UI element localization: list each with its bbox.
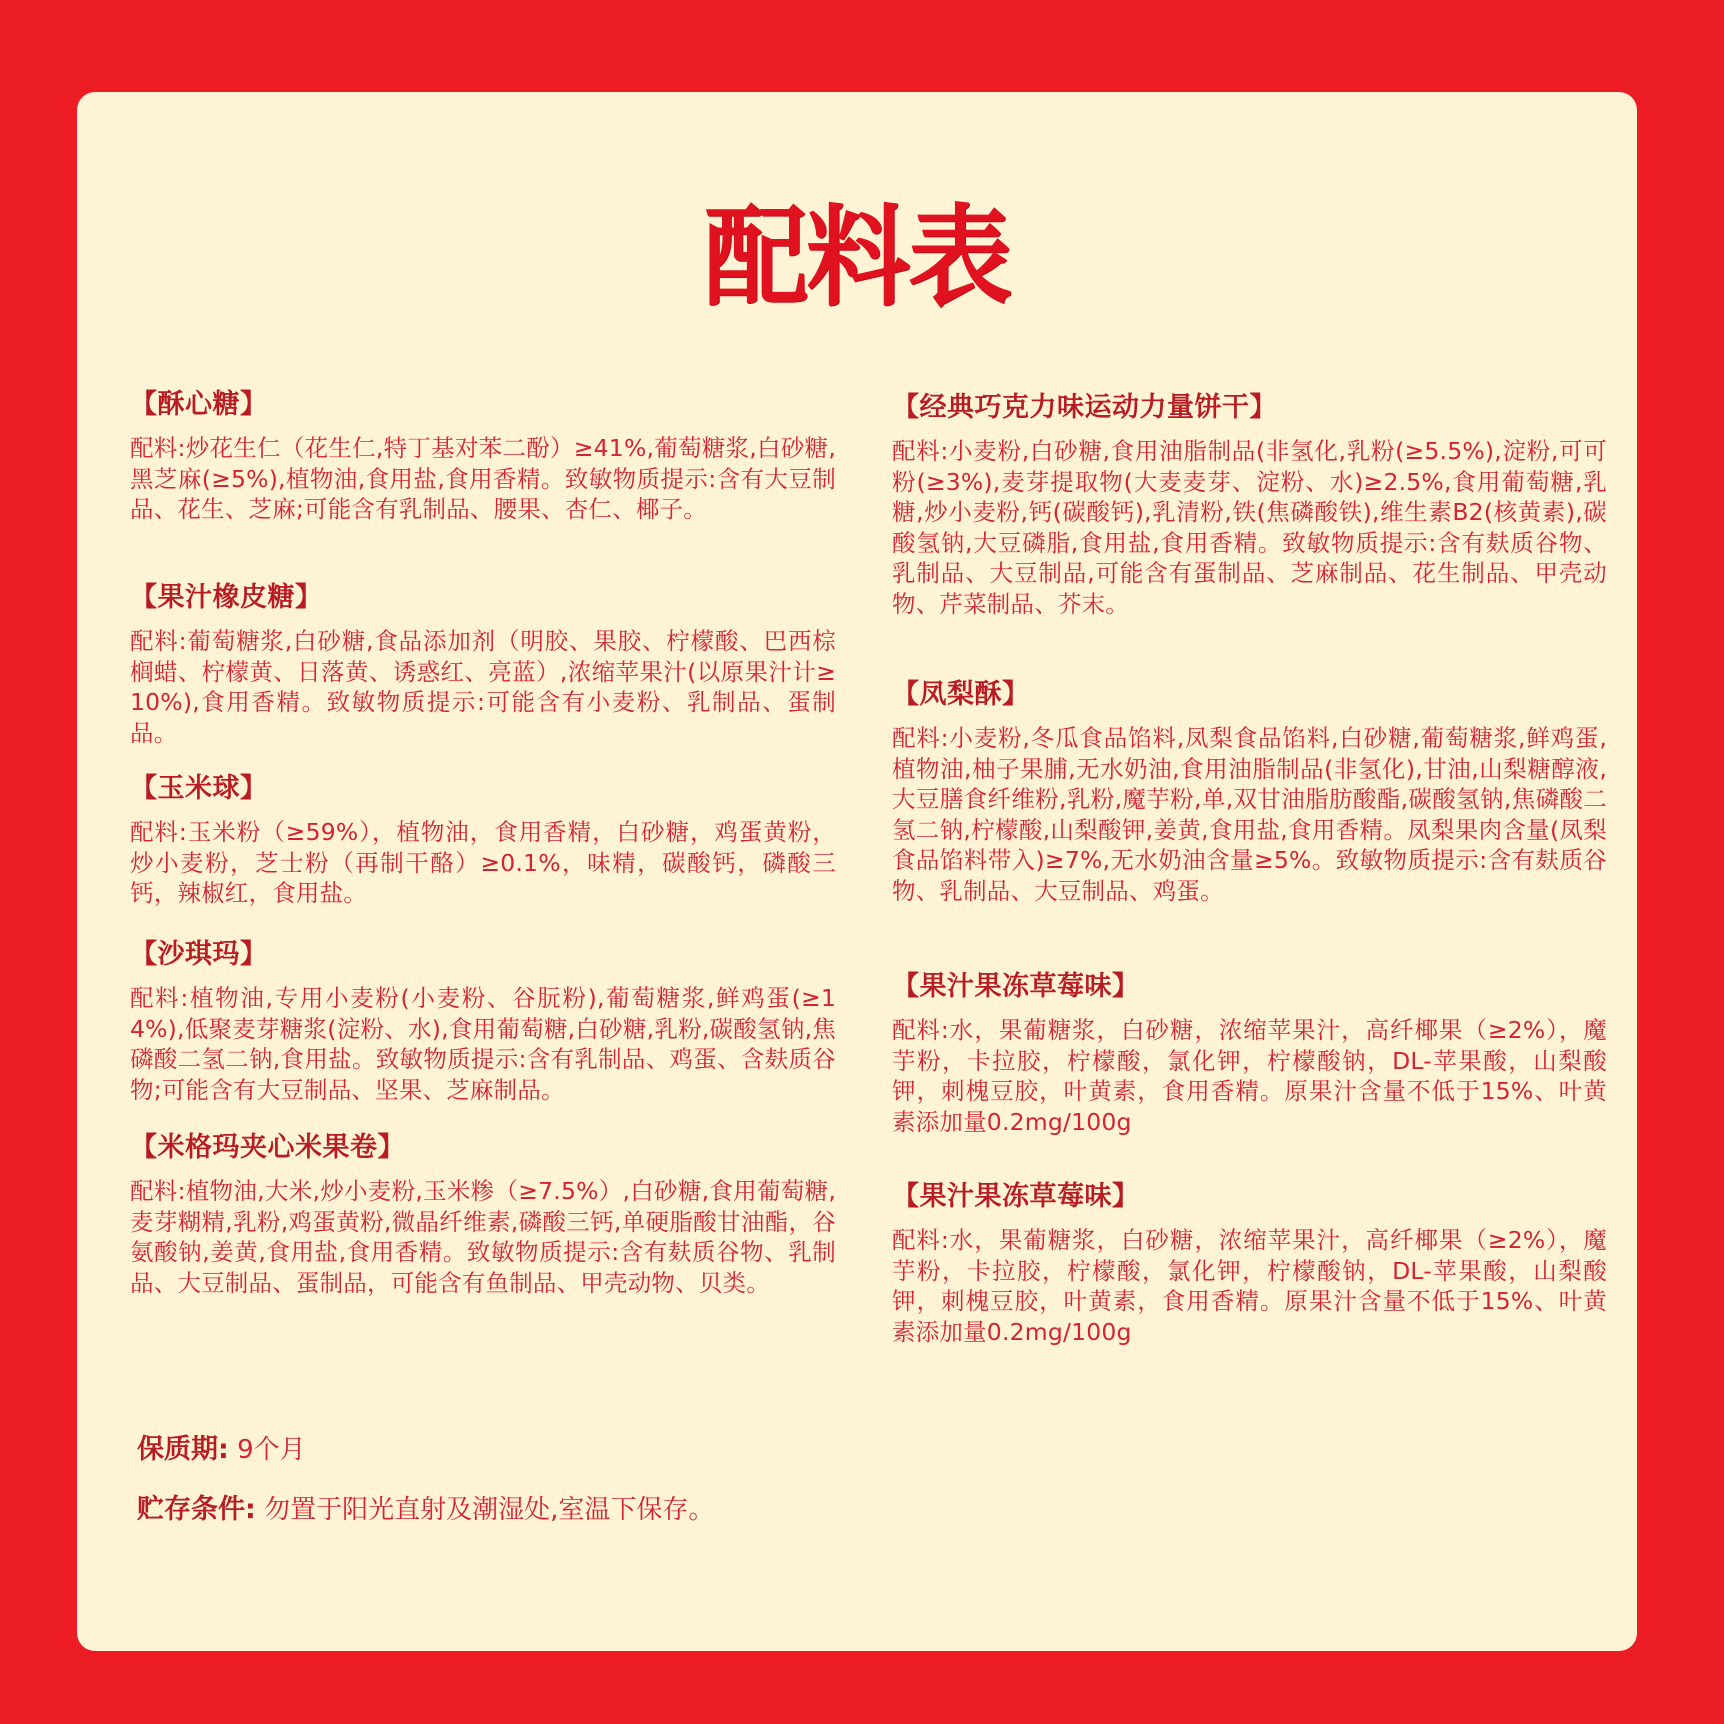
product-heading: 【果汁橡皮糖】 (130, 582, 323, 613)
product-heading: 【玉米球】 (130, 773, 268, 804)
product-heading: 【经典巧克力味运动力量饼干】 (892, 392, 1277, 423)
product-heading: 【凤梨酥】 (892, 679, 1030, 710)
product-ingredients: 配料:植物油,大米,炒小麦粉,玉米糁（≥7.5%）,白砂糖,食用葡萄糖,麦芽糊精,乳粉,鸡蛋黄粉,微晶纤维素,磷酸三钙,单硬脂酸甘油酯，谷氨酸钠,姜黄,食用盐,食用香精。致敏物质提示:含有麸质谷物、乳制品、大豆制品、蛋制品，可能含有鱼制品、甲壳动物、贝类。 (130, 1177, 836, 1297)
product-ingredients: 配料:水，果葡糖浆，白砂糖，浓缩苹果汁，高纤椰果（≥2%），魔芋粉，卡拉胶，柠檬酸，氯化钾，柠檬酸钠，DL-苹果酸，山梨酸钾，刺槐豆胶，叶黄素，食用香精。原果汁含量不低于15%、叶黄素添加量0.2mg/100g (892, 1226, 1607, 1346)
product-section-biscuit (892, 388, 1607, 619)
product-ingredients: 配料:葡萄糖浆,白砂糖,食品添加剂（明胶、果胶、柠檬酸、巴西棕榈蜡、柠檬黄、日落黄、诱惑红、亮蓝）,浓缩苹果汁(以原果汁计≥10%),食用香精。致敏物质提示:可能含有小麦粉、乳制品、蛋制品。 (130, 627, 836, 747)
product-section-suxintang (130, 385, 836, 525)
product-heading: 【沙琪玛】 (130, 939, 268, 970)
product-section-rice-roll (130, 1128, 836, 1298)
page-title: 配料表 (703, 192, 1010, 322)
product-section-jelly-1 (892, 967, 1607, 1137)
product-heading: 【果汁果冻草莓味】 (892, 971, 1140, 1002)
product-section-gummy (130, 578, 836, 748)
product-section-pineapple-cake (892, 675, 1607, 906)
product-ingredients: 配料:水，果葡糖浆，白砂糖，浓缩苹果汁，高纤椰果（≥2%），魔芋粉，卡拉胶，柠檬酸，氯化钾，柠檬酸钠，DL-苹果酸，山梨酸钾，刺槐豆胶，叶黄素，食用香精。原果汁含量不低于15%、叶黄素添加量0.2mg/100g (892, 1016, 1607, 1136)
product-heading: 【米格玛夹心米果卷】 (130, 1132, 405, 1163)
product-ingredients: 配料:小麦粉,冬瓜食品馅料,凤梨食品馅料,白砂糖,葡萄糖浆,鲜鸡蛋,植物油,柚子果脯,无水奶油,食用油脂制品(非氢化),甘油,山梨糖醇液,大豆膳食纤维粉,乳粉,魔芋粉,单,双甘油脂肪酸酯,碳酸氢钠,焦磷酸二氢二钠,柠檬酸,山梨酸钾,姜黄,食用盐,食用香精。凤梨果肉含量(凤梨食品馅料带入)≥7%,无水奶油含量≥5%。致敏物质提示:含有麸质谷物、乳制品、大豆制品、鸡蛋。 (892, 724, 1607, 905)
product-ingredients: 配料:小麦粉,白砂糖,食用油脂制品(非氢化,乳粉(≥5.5%),淀粉,可可粉(≥3%),麦芽提取物(大麦麦芽、淀粉、水)≥2.5%,食用葡萄糖,乳糖,炒小麦粉,钙(碳酸钙),乳清粉,铁(焦磷酸铁),维生素B2(核黄素),碳酸氢钠,大豆磷脂,食用盐,食用香精。致敏物质提示:含有麸质谷物、乳制品、大豆制品,可能含有蛋制品、芝麻制品、花生制品、甲壳动物、芹菜制品、芥末。 (892, 437, 1607, 618)
storage-conditions (137, 1492, 714, 1528)
product-ingredients: 配料:玉米粉（≥59%），植物油，食用香精，白砂糖，鸡蛋黄粉，炒小麦粉，芝士粉（再制干酪）≥0.1%，味精，碳酸钙，磷酸三钙，辣椒红，食用盐。 (130, 818, 836, 907)
product-section-jelly-2 (892, 1177, 1607, 1347)
product-heading: 【酥心糖】 (130, 389, 268, 420)
product-section-shaqima (130, 935, 836, 1105)
shelf-life (137, 1432, 306, 1468)
product-ingredients: 配料:炒花生仁（花生仁,特丁基对苯二酚）≥41%,葡萄糖浆,白砂糖,黑芝麻(≥5%),植物油,食用盐,食用香精。致敏物质提示:含有大豆制品、花生、芝麻;可能含有乳制品、腰果、杏仁、椰子。 (130, 434, 836, 523)
product-section-corn-ball (130, 769, 836, 909)
product-ingredients: 配料:植物油,专用小麦粉(小麦粉、谷朊粉),葡萄糖浆,鲜鸡蛋(≥14%),低聚麦芽糖浆(淀粉、水),食用葡萄糖,白砂糖,乳粉,碳酸氢钠,焦磷酸二氢二钠,食用盐。致敏物质提示:含有乳制品、鸡蛋、含麸质谷物;可能含有大豆制品、坚果、芝麻制品。 (130, 984, 836, 1104)
ingredient-panel (77, 92, 1637, 1651)
shelf-life-value: 9个月 (237, 1435, 306, 1465)
storage-label: 贮存条件: (137, 1494, 256, 1525)
product-heading: 【果汁果冻草莓味】 (892, 1181, 1140, 1212)
shelf-life-label: 保质期: (137, 1434, 229, 1465)
storage-value: 勿置于阳光直射及潮湿处,室温下保存。 (264, 1495, 715, 1525)
